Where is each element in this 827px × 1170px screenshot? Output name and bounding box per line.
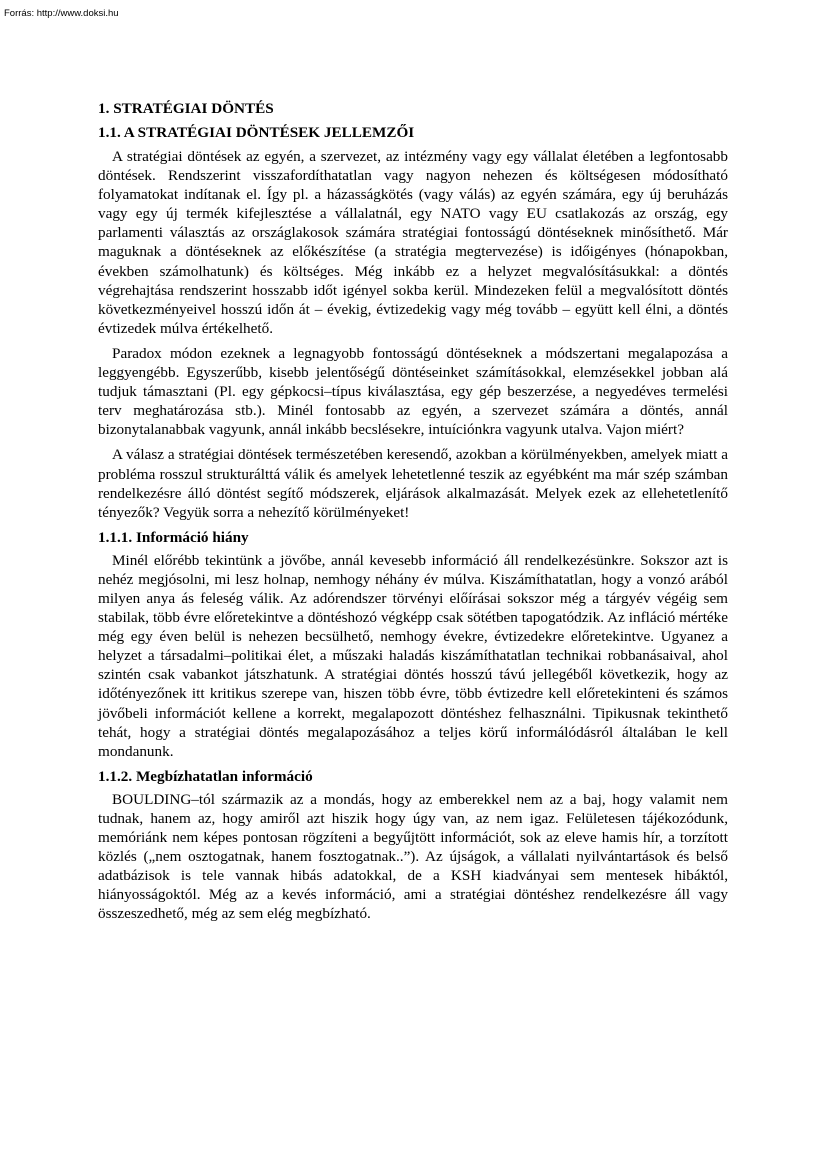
section-heading: 1.1. A STRATÉGIAI DÖNTÉSEK JELLEMZŐI (98, 124, 415, 141)
intro-paragraph-1: A stratégiai döntések az egyén, a szervezet, az intézmény vagy egy vállalat életében a legfontosabb döntések. Rendszerint visszafordíthatatlan vagy nagyon nehezen és költségesen módosítható folyamatokat indítanak el. Így pl. a házasságkötés (vagy válás) az egyén számára, egy új beruházás vagy egy új termék kifejlesztése a vállalatnál, egy NATO vagy EU csatlakozás az ország, egy parlamenti választás az országlakosok számára stratégiai fontosságú döntéseknek minősíthető. Már maguknak a döntéseknek az előkészítése (a stratégia megtervezése) is időigényes (hónapokban, években számolhatunk) és költséges. Még inkább ez a helyzet megvalósításukkal: a döntés végrehajtása rendszerint hosszabb időt igényel sokba kerül. Mindezeken felül a megvalósított döntés következményeivel hosszú időn át – évekig, évtizedekig vagy még tovább – együtt kell élni, a döntés évtizedek múlva értékelhető. (98, 148, 728, 337)
chapter-heading: 1. STRATÉGIAI DÖNTÉS (98, 100, 274, 117)
subsection-heading-info-missing: 1.1.1. Információ hiány (98, 528, 249, 546)
source-note: Forrás: http://www.doksi.hu (4, 8, 119, 19)
intro-paragraph-3: A válasz a stratégiai döntések természetében keresendő, azokban a körülményekben, amelyek miatt a probléma rosszul strukturálttá válik és amelyek lehetetlenné teszik az egyébként ma már szép számban rendelkezésre álló döntést segítő módszerek, eljárások alkalmazását. Melyek ezek az ellehetetlenítő tényezők? Vegyük sorra a nehezítő körülményeket! (98, 446, 728, 521)
info-missing-paragraph: Minél előrébb tekintünk a jövőbe, annál kevesebb információ áll rendelkezésünkre. Sokszor azt is nehéz megjósolni, mi lesz holnap, nemhogy néhány év múlva. Kiszámíthatatlan, hogy a vonzó arából milyen anya ás feleség válik. Az adórendszer törvényi előírásai sokszor még a tárgyév végéig sem stabilak, több évre előretekintve a döntéshozó végképp csak sötétben tapogatódzik. Az infláció mértéke még egy éven belül is nehezen becsülhető, nemhogy évekre, évtizedekre előretekintve. Ugyanez a helyzet a társadalmi–politikai élet, a műszaki haladás kiszámíthatatlan technikai robbanásaival, ahol szintén csak vabankot játszhatunk. A stratégiai döntés hosszú távú jellegéből következik, hogy az időtényezőnek itt kritikus szerepe van, hiszen több évre, több évtizedre kell előretekinteni és számos jövőbeli információt kellene a korrekt, megalapozott döntéshez felhasználni. Tipikusnak tekinthető tehát, hogy a stratégiai döntés megalapozásához a teljes körű informálódásról általában le kell mondanunk. (98, 551, 728, 760)
subsection-heading-unreliable-info: 1.1.2. Megbízhatatlan információ (98, 767, 313, 785)
unreliable-info-paragraph: BOULDING–tól származik az a mondás, hogy az emberekkel nem az a baj, hogy valamit nem tudnak, hanem az, hogy amiről azt hiszik hogy úgy van, az nem igaz. Felületesen tájékozódunk, memóriánk nem képes pontosan rögzíteni a begyűjtött információt, sok az eleve hamis hír, a torzított közlés („nem osztogatnak, hanem fosztogatnak..”). Az újságok, a vállalati nyilvántartások és belső adatbázisok is tele vannak hibás adatokkal, de a KSH kiadványai sem mentesek hibáktól, hiányosságoktól. Még az a kevés információ, ami a stratégiai döntéshez rendelkezésre áll vagy összeszedhető, még az sem elég megbízható. (98, 790, 728, 923)
intro-paragraph-2: Paradox módon ezeknek a legnagyobb fontosságú döntéseknek a módszertani megalapozása a leggyengébb. Egyszerűbb, kisebb jelentőségű döntéseinket számításokkal, elemzésekkel jobban alá tudjuk támasztani (Pl. egy gépkocsi–típus kiválasztása, egy gép beszerzése, a negyedéves termelési terv meghatározása stb.). Minél fontosabb az egyén, a szervezet számára a döntés, annál bizonytalanabbak vagyunk, annál inkább becslésekre, intuíciónkra vagyunk utalva. Vajon miért? (98, 344, 728, 439)
document-body (98, 99, 728, 929)
